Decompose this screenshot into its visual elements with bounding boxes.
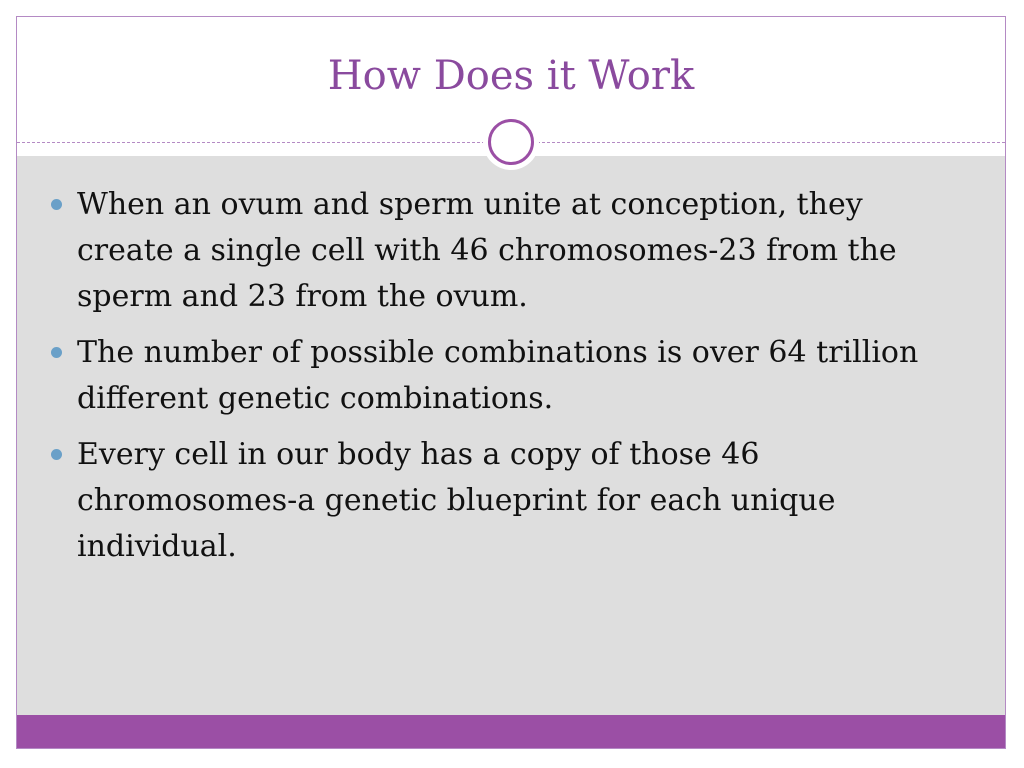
bullet-dot-icon [51,347,62,358]
bullet-dot-icon [51,449,62,460]
bullet-text: When an ovum and sperm unite at conception, they create a single cell with 46 chromosomes-23 from the sperm and 23 from the ovum. [77,187,897,314]
bullet-text: Every cell in our body has a copy of those 46 chromosomes-a genetic blueprint for each unique individual. [77,437,836,564]
slide-title: How Does it Work [327,53,695,99]
bullet-text: The number of possible combinations is over 64 trillion different genetic combinations. [77,335,919,416]
slide [16,16,1006,749]
bullet-list [47,182,947,580]
bullet-item [47,432,947,570]
circle-ornament-icon [483,114,539,170]
footer-bar [17,715,1005,748]
bullet-item [47,330,947,422]
bullet-dot-icon [51,199,62,210]
bullet-item [47,182,947,320]
